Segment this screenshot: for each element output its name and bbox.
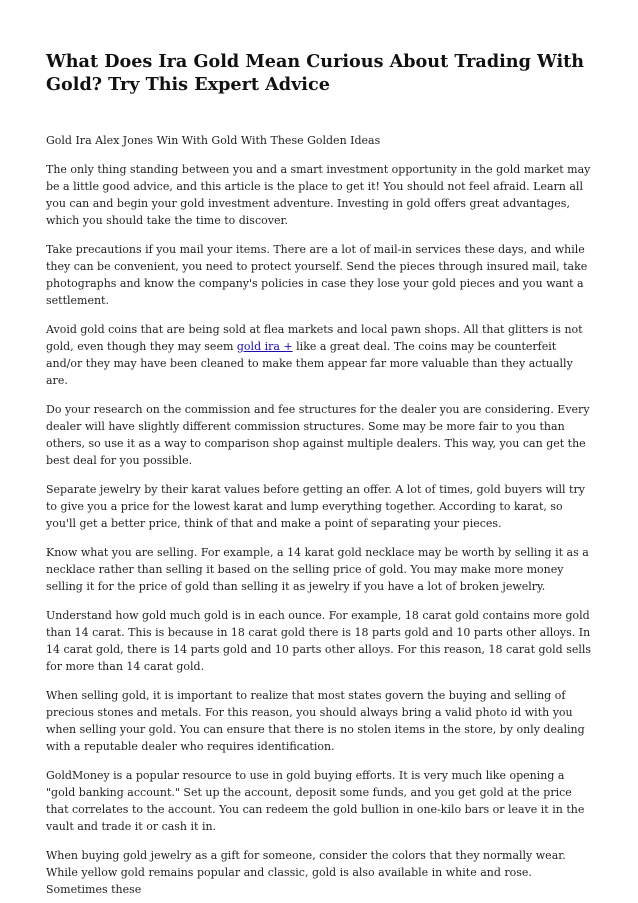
document-subtitle: Gold Ira Alex Jones Win With Gold With These Golden Ideas: [46, 134, 381, 147]
paragraph-7: Understand how gold much gold is in each ounce. For example, 18 carat gold contains more gold than 14 carat. This is because in 18 carat gold there is 18 parts gold and 10 parts other alloys. In 14 carat gold, there is 14 parts gold and 10 parts other alloys. For this reason, 18 carat gold sells for more than 14 carat gold.: [46, 609, 592, 673]
paragraph-8: When selling gold, it is important to realize that most states govern the buying and selling of precious stones and metals. For this reason, you should always bring a valid photo id with you when selling your gold. You can ensure that there is no stolen items in the store, by only dealing with a reputable dealer who requires identification.: [46, 689, 585, 753]
paragraph-2: Take precautions if you mail your items. There are a lot of mail-in services these days, and while they can be convenient, you need to protect yourself. Send the pieces through insured mail, take photographs and know the company's policies in case they lose your gold pieces and you want a settlement.: [46, 243, 588, 307]
paragraph-3-text-after: like a great deal. The coins may be counterfeit and/or they may have been cleaned to make them appear far more valuable than they actually are.: [46, 340, 573, 387]
paragraph-3: [46, 321, 594, 389]
document-title: What Does Ira Gold Mean Curious About Trading With Gold? Try This Expert Advice: [46, 51, 585, 95]
document-page: [46, 50, 594, 898]
paragraph-4: Do your research on the commission and fee structures for the dealer you are considering. Every dealer will have slightly different commission structures. Some may be more fair to you than others, so use it as a way to comparison shop against multiple dealers. This way, you can get the best deal for you possible.: [46, 403, 590, 467]
paragraph-3-text-before: Avoid gold coins that are being sold at flea markets and local pawn shops. All that glitters is not gold, even though they may seem: [46, 323, 583, 353]
paragraph-9: GoldMoney is a popular resource to use in gold buying efforts. It is very much like opening a "gold banking account." Set up the account, deposit some funds, and you get gold at the price that correlates to the account. You can redeem the gold bullion in one-kilo bars or leave it in the vault and trade it or cash it in.: [46, 769, 585, 833]
gold-ira-link[interactable]: gold ira +: [236, 340, 293, 353]
paragraph-6: Know what you are selling. For example, a 14 karat gold necklace may be worth by selling it as a necklace rather than selling it based on the selling price of gold. You may make more money selling it for the price of gold than selling it as jewelry if you have a lot of broken jewelry.: [46, 546, 589, 593]
paragraph-5: Separate jewelry by their karat values before getting an offer. A lot of times, gold buyers will try to give you a price for the lowest karat and lump everything together. According to karat, so you'll get a better price, think of that and make a point of separating your pieces.: [46, 483, 585, 530]
paragraph-10: When buying gold jewelry as a gift for someone, consider the colors that they normally wear. While yellow gold remains popular and classic, gold is also available in white and rose. Sometimes these: [46, 849, 566, 896]
paragraph-1: The only thing standing between you and a smart investment opportunity in the gold market may be a little good advice, and this article is the place to get it! You should not feel afraid. Learn all you can and begin your gold investment adventure. Investing in gold offers great advantages, which you should take the time to discover.: [46, 163, 591, 227]
